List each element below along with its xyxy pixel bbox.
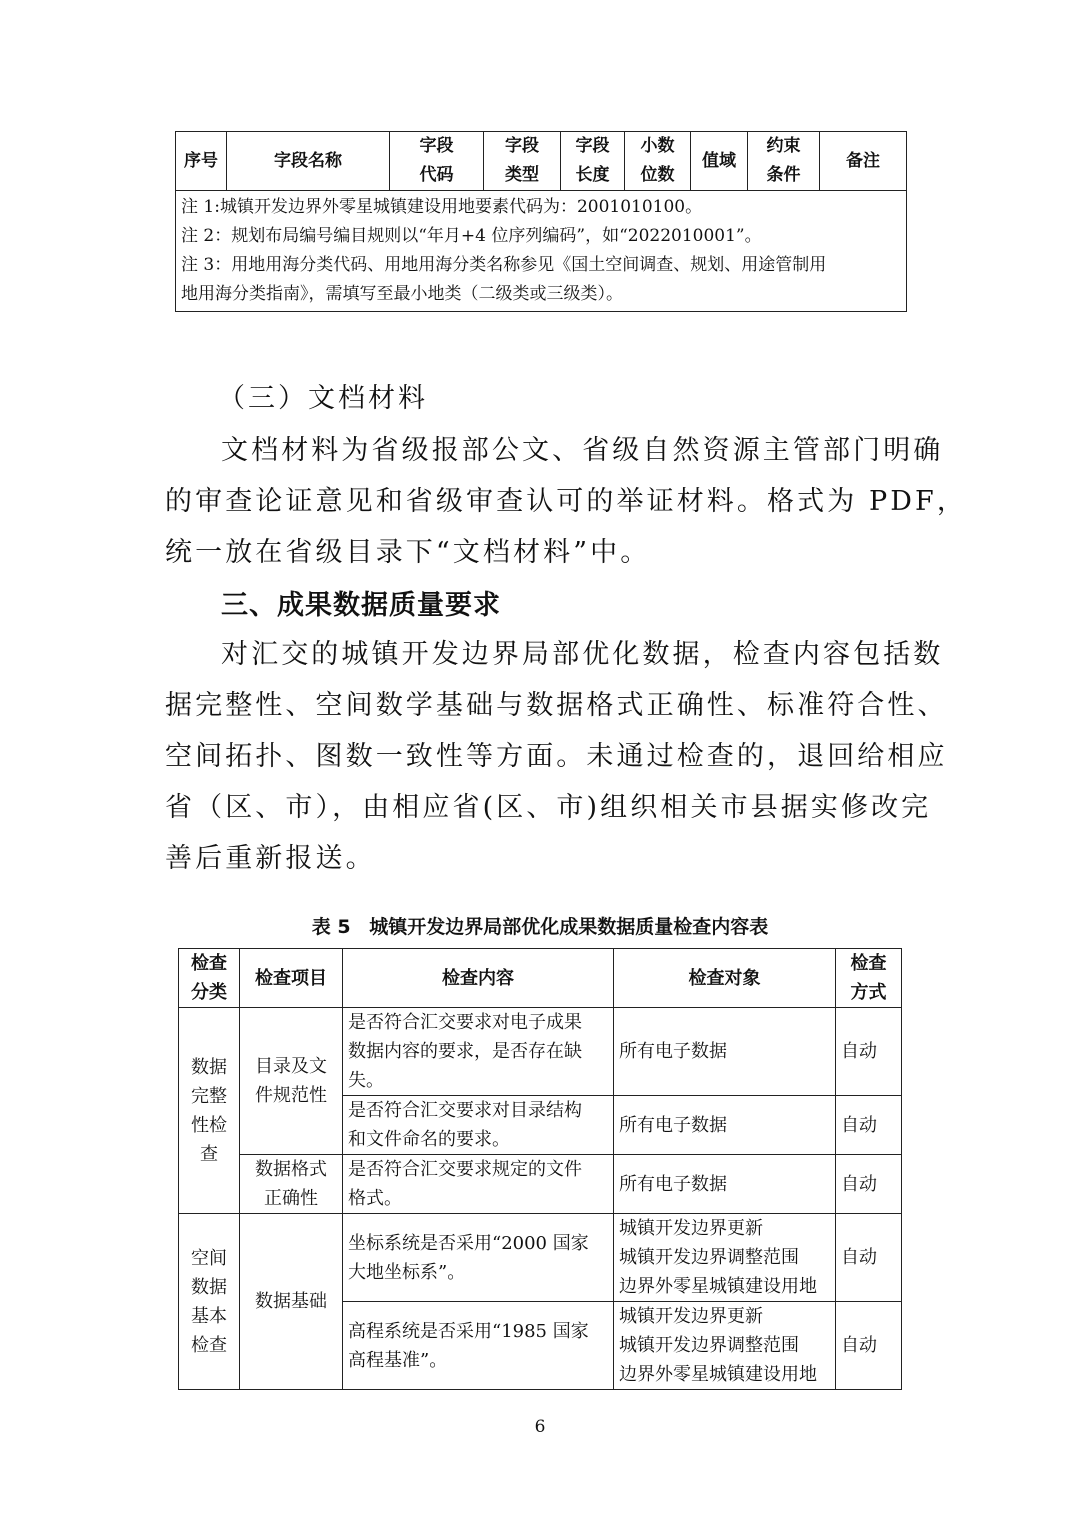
table-row (179, 1155, 902, 1214)
note-line: 注 3：用地用海分类代码、用地用海分类名称参见《国土空间调查、规划、用途管制用 (181, 255, 827, 275)
paragraph-line: 善后重新报送。 (165, 843, 376, 874)
table-header: 检查内容 (343, 949, 614, 1008)
method-cell: 自动 (836, 1302, 902, 1390)
table-row (179, 1214, 902, 1302)
content-line: 是否符合汇交要求对目录结构 (348, 1100, 582, 1121)
field-table-header: 值域 (691, 132, 748, 191)
field-table (175, 131, 907, 312)
note-line: 注 2：规划布局编号编目规则以“年月+4 位序列编码”，如“2022010001”。 (181, 226, 762, 246)
item-line: 正确性 (264, 1188, 318, 1209)
field-table-notes (176, 191, 907, 312)
header-line: 方式 (850, 982, 887, 1003)
category-cell (179, 1008, 240, 1214)
paragraph-line: 省（区、市），由相应省(区、市)组织相关市县据实修改完 (165, 792, 932, 823)
object-cell (614, 1214, 836, 1302)
content-line: 格式。 (348, 1188, 402, 1209)
object-cell (614, 1096, 836, 1155)
section-heading: 三、成果数据质量要求 (221, 590, 501, 621)
object-line: 所有电子数据 (619, 1114, 727, 1136)
object-line: 边界外零星城镇建设用地 (619, 1364, 817, 1385)
content-cell (343, 1302, 614, 1390)
item-line: 件规范性 (255, 1085, 327, 1106)
table-header (836, 949, 902, 1008)
category-line: 数据 (191, 1056, 227, 1078)
content-line: 高程基准”。 (348, 1349, 448, 1371)
object-line: 边界外零星城镇建设用地 (619, 1276, 817, 1297)
category-line: 完整 (191, 1085, 227, 1107)
content-line: 是否符合汇交要求规定的文件 (348, 1159, 582, 1180)
content-line: 是否符合汇交要求对电子成果 (348, 1012, 582, 1033)
table-caption-title: 城镇开发边界局部优化成果数据质量检查内容表 (369, 916, 769, 938)
table-caption (0, 912, 1080, 939)
field-table-header: 约束 条件 (748, 132, 820, 191)
paragraph-line: 的审查论证意见和省级审查认可的举证材料。格式为 PDF， (165, 486, 967, 517)
section-heading: （三）文档材料 (218, 383, 428, 414)
quality-check-table (178, 948, 902, 1390)
method-cell: 自动 (836, 1008, 902, 1096)
object-line: 城镇开发边界更新 (619, 1306, 763, 1327)
object-line: 城镇开发边界调整范围 (619, 1247, 799, 1268)
object-cell (614, 1008, 836, 1096)
method-cell: 自动 (836, 1155, 902, 1214)
item-line: 数据格式 (255, 1159, 327, 1180)
content-line: 失。 (348, 1070, 384, 1091)
object-cell (614, 1302, 836, 1390)
category-cell (179, 1214, 240, 1390)
item-cell (240, 1008, 343, 1155)
content-line: 数据内容的要求，是否存在缺 (348, 1041, 582, 1062)
note-line: 注 1:城镇开发边界外零星城镇建设用地要素代码为：2001010100。 (181, 197, 703, 217)
field-table-header: 字段名称 (227, 132, 390, 191)
object-line: 城镇开发边界调整范围 (619, 1335, 799, 1356)
category-line: 空间 (191, 1247, 227, 1269)
item-cell (240, 1155, 343, 1214)
table-header (179, 949, 240, 1008)
item-line: 数据基础 (255, 1291, 327, 1312)
content-cell (343, 1096, 614, 1155)
content-line: 坐标系统是否采用“2000 国家 (348, 1232, 589, 1254)
table-row (179, 1008, 902, 1096)
paragraph-line: 文档材料为省级报部公文、省级自然资源主管部门明确 (221, 435, 944, 466)
paragraph-line: 统一放在省级目录下“文档材料”中。 (165, 537, 651, 568)
field-table-header: 字段 代码 (390, 132, 484, 191)
header-line: 检查 (191, 953, 227, 974)
content-cell (343, 1155, 614, 1214)
table-header: 检查项目 (240, 949, 343, 1008)
paragraph-line: 空间拓扑、图数一致性等方面。未通过检查的，退回给相应 (165, 741, 948, 772)
category-line: 基本 (191, 1305, 227, 1327)
method-cell: 自动 (836, 1096, 902, 1155)
object-line: 所有电子数据 (619, 1041, 727, 1062)
method-cell: 自动 (836, 1214, 902, 1302)
table-header-row (179, 949, 902, 1008)
header-line: 分类 (191, 982, 227, 1003)
object-line: 所有电子数据 (619, 1173, 727, 1195)
category-line: 性检 (191, 1114, 227, 1136)
object-cell (614, 1155, 836, 1214)
page-number: 6 (534, 1417, 546, 1437)
category-line: 检查 (191, 1334, 227, 1356)
content-cell (343, 1008, 614, 1096)
header-line: 检查 (850, 953, 887, 974)
field-table-header: 备注 (820, 132, 907, 191)
table-header: 检查对象 (614, 949, 836, 1008)
item-line: 目录及文 (255, 1056, 327, 1077)
paragraph-line: 对汇交的城镇开发边界局部优化数据，检查内容包括数 (221, 639, 944, 670)
object-line: 城镇开发边界更新 (619, 1218, 763, 1239)
field-table-header: 字段 长度 (561, 132, 625, 191)
field-table-header: 小数 位数 (625, 132, 691, 191)
note-line: 地用海分类指南》，需填写至最小地类（二级类或三级类）。 (181, 284, 623, 304)
category-line: 数据 (191, 1276, 227, 1298)
content-cell (343, 1214, 614, 1302)
content-line: 高程系统是否采用“1985 国家 (348, 1320, 589, 1342)
category-line: 查 (200, 1143, 218, 1165)
field-table-header: 序号 (176, 132, 227, 191)
field-table-header-row (176, 132, 907, 191)
item-cell (240, 1214, 343, 1390)
table-caption-label: 表 5 (311, 916, 351, 938)
paragraph-line: 据完整性、空间数学基础与数据格式正确性、标准符合性、 (165, 690, 948, 721)
content-line: 和文件命名的要求。 (348, 1129, 510, 1150)
content-line: 大地坐标系”。 (348, 1261, 466, 1283)
field-table-header: 字段 类型 (484, 132, 561, 191)
